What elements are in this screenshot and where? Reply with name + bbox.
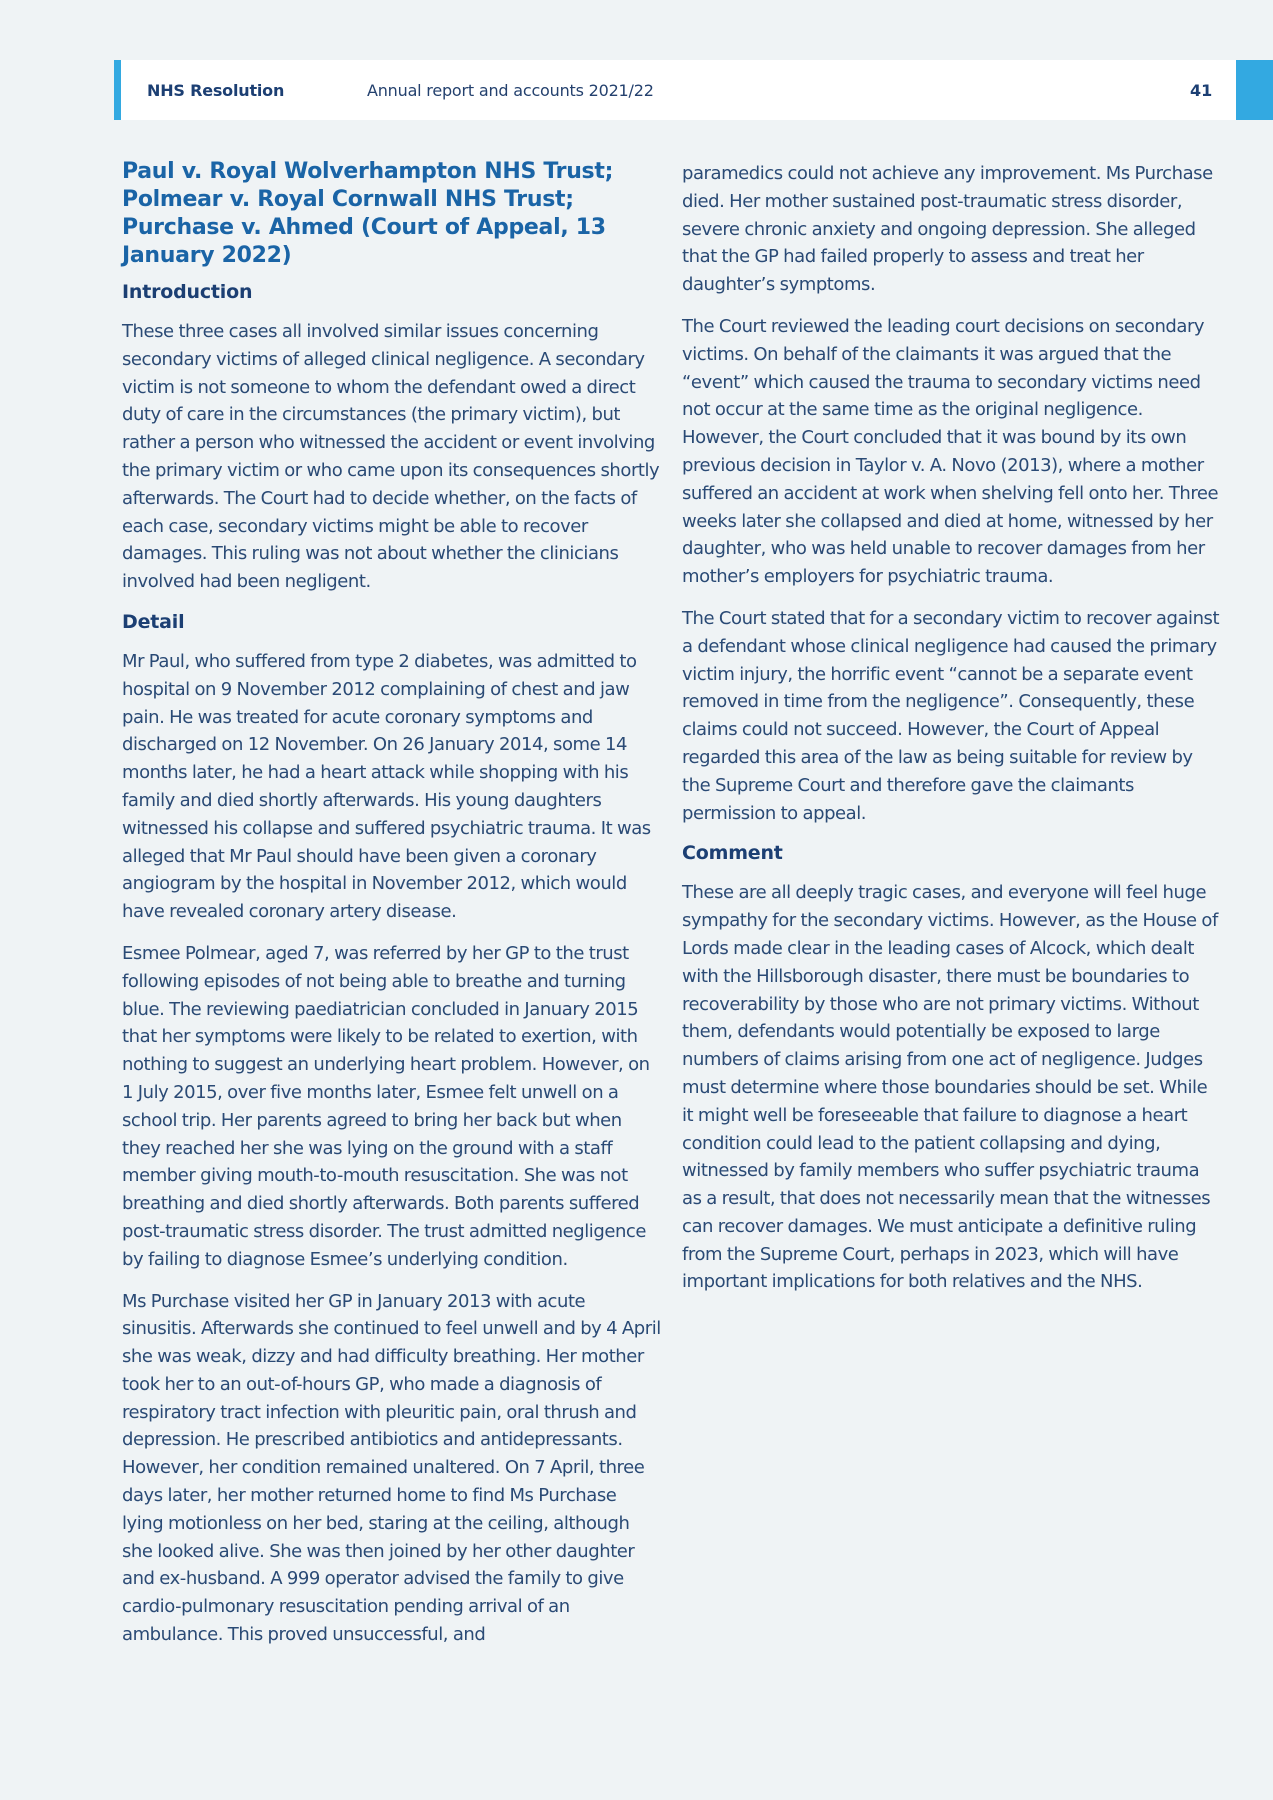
introduction-heading: Introduction [122, 281, 253, 303]
detail-paragraph-court-statement: The Court stated that for a secondary victim to recover against a defendant whose clinical negligence had caused the primary victim injury, the horrific event “cannot be a separate event removed in time from the negligence”. Consequently, these claims could not succeed. However, the Court of Appeal regarded this area of the law as being suitable for review by the Supreme Court and therefore gave the claimants permission to appeal. [682, 607, 1220, 824]
detail-heading: Detail [122, 610, 185, 633]
report-title: Annual report and accounts 2021/22 [367, 81, 654, 100]
detail-paragraph-purchase-part2: paramedics could not achieve any improvement. Ms Purchase died. Her mother sustained post-traumatic stress disorder, severe chronic anxiety and ongoing depression. She alleged that the GP had failed properly to assess and treat her daughter’s symptoms. [682, 163, 1213, 296]
detail-paragraph-paul: Mr Paul, who suffered from type 2 diabetes, was admitted to hospital on 9 November 2012 complaining of chest and jaw pain. He was treated for acute coronary symptoms and discharged on 12 November. On 26 January 2014, some 14 months later, he had a heart attack while shopping with his family and died shortly afterwards. His young daughters witnessed his collapse and suffered psychiatric trauma. It was alleged that Mr Paul should have been given a coronary angiogram by the hospital in November 2012, which would have revealed coronary artery disease. [122, 650, 651, 923]
introduction-paragraph: These three cases all involved similar issues concerning secondary victims of alleged clinical negligence. A secondary victim is not someone to whom the defendant owed a direct duty of care in the circumstances (the primary victim), but rather a person who witnessed the accident or event involving the primary victim or who came upon its consequences shortly afterwards. The Court had to decide whether, on the facts of each case, secondary victims might be able to recover damages. This ruling was not about whether the clinicians involved had been negligent. [122, 321, 660, 593]
case-title: Paul v. Royal Wolverhampton NHS Trust; Polmear v. Royal Cornwall NHS Trust; Purchase v. Ahmed (Court of Appeal, 13 January 2022) [122, 159, 614, 268]
organisation-name: NHS Resolution [147, 81, 285, 100]
page-number: 41 [1190, 81, 1213, 100]
detail-paragraph-court-review: The Court reviewed the leading court decisions on secondary victims. On behalf of the claimants it was argued that the “event” which caused the trauma to secondary victims need not occur at the same time as the original negligence. However, the Court concluded that it was bound by its own previous decision in Taylor v. A. Novo (2013), where a mother suffered an accident at work when shelving fell onto her. Three weeks later she collapsed and died at home, witnessed by her daughter, who was held unable to recover damages from her mother’s employers for psychiatric trauma. [682, 315, 1219, 588]
header-page-tab [1236, 60, 1273, 120]
comment-paragraph: These are all deeply tragic cases, and everyone will feel huge sympathy for the secondary victims. However, as the House of Lords made clear in the leading cases of Alcock, which dealt with the Hillsborough disaster, there must be boundaries to recoverability by those who are not primary victims. Without them, defendants would potentially be exposed to large numbers of claims arising from one act of negligence. Judges must determine where those boundaries should be set. While it might well be foreseeable that failure to diagnose a heart condition could lead to the patient collapsing and dying, witnessed by family members who suffer psychiatric trauma as a result, that does not necessarily mean that the witnesses can recover damages. We must anticipate a definitive ruling from the Supreme Court, perhaps in 2023, which will have important implications for both relatives and the NHS. [682, 882, 1218, 1293]
left-column [122, 158, 662, 1663]
detail-paragraph-polmear: Esmee Polmear, aged 7, was referred by her GP to the trust following episodes of not being able to breathe and turning blue. The reviewing paediatrician concluded in January 2015 that her symptoms were likely to be related to exertion, with nothing to suggest an underlying heart problem. However, on 1 July 2015, over five months later, Esmee felt unwell on a school trip. Her parents agreed to bring her back but when they reached her she was lying on the ground with a staff member giving mouth-to-mouth resuscitation. She was not breathing and died shortly afterwards. Both parents suffered post-traumatic stress disorder. The trust admitted negligence by failing to diagnose Esmee’s underlying condition. [122, 942, 650, 1270]
header-accent-bar [114, 60, 121, 120]
right-column [682, 160, 1222, 1310]
comment-heading: Comment [682, 842, 783, 865]
detail-paragraph-purchase-part1: Ms Purchase visited her GP in January 2013 with acute sinusitis. Afterwards she continued to feel unwell and by 4 April she was weak, dizzy and had difficulty breathing. Her mother took her to an out-of-hours GP, who made a diagnosis of respiratory tract infection with pleuritic pain, oral thrush and depression. He prescribed antibiotics and antidepressants. However, her condition remained unaltered. On 7 April, three days later, her mother returned home to find Ms Purchase lying motionless on her bed, staring at the ceiling, although she looked alive. She was then joined by her other daughter and ex-husband. A 999 operator advised the family to give cardio-pulmonary resuscitation pending arrival of an ambulance. This proved unsuccessful, and [122, 1290, 661, 1646]
